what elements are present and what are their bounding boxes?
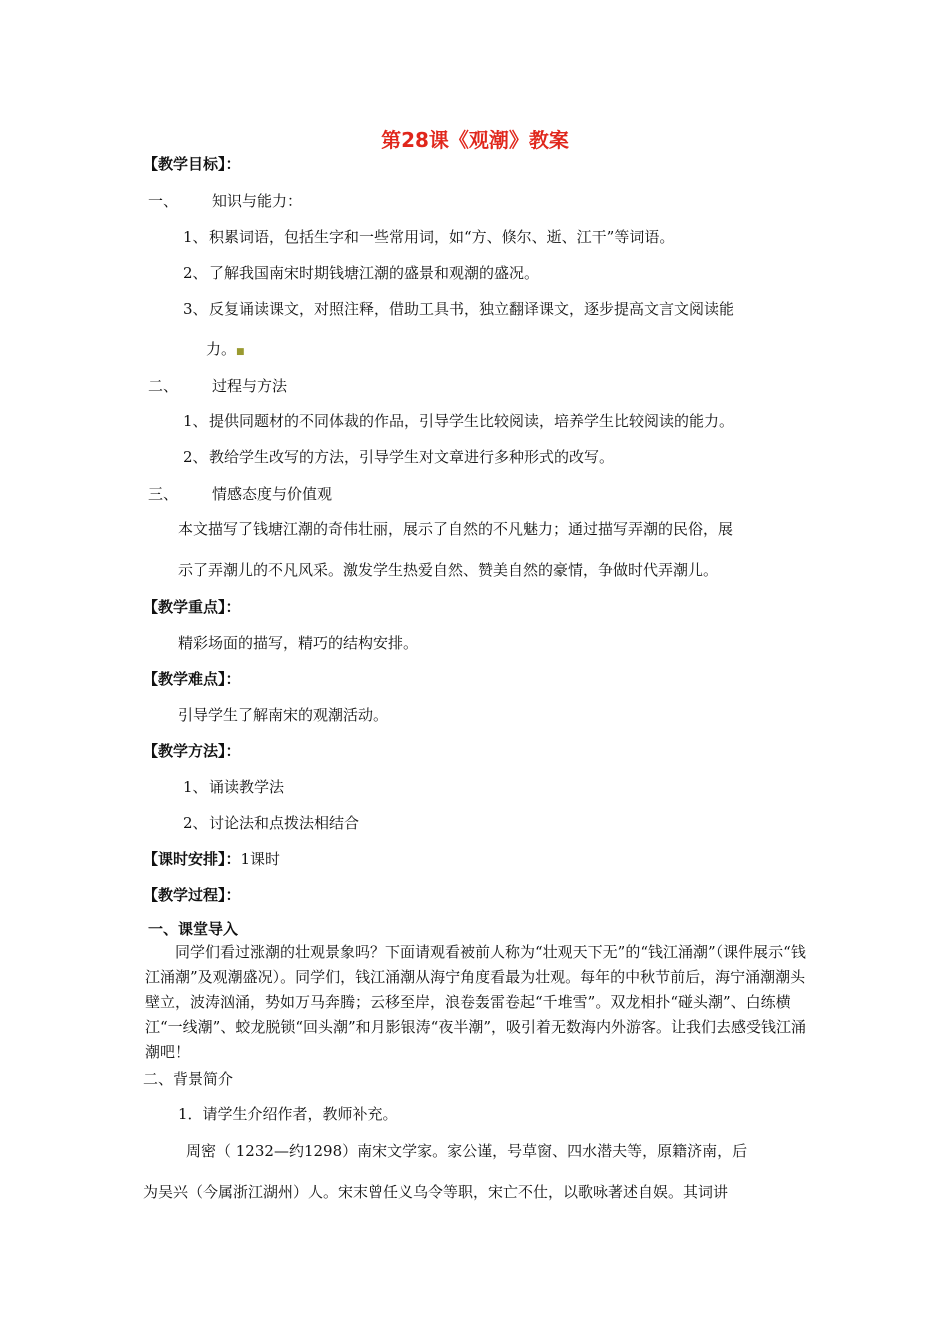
objectives-heading: 【教学目标】： xyxy=(143,155,241,173)
paragraph-line: 本文描写了钱塘江潮的奇伟壮丽，展示了自然的不凡魅力；通过描写弄潮的民俗，展 xyxy=(178,520,734,538)
list-item-text: 提供同题材的不同体裁的作品，引导学生比较阅读，培养学生比较阅读的能力。 xyxy=(209,412,735,430)
author-line: 周密（ 1232—约1298）南宋文学家。家公谨，号草窗、四水潜夫等，原籍济南，后 xyxy=(186,1142,748,1160)
key-points-heading: 【教学重点】： xyxy=(143,598,241,616)
section-number: 二、 xyxy=(148,377,179,395)
process-heading: 【教学过程】： xyxy=(143,886,241,904)
paragraph-line: 示了弄潮儿的不凡风采。激发学生热爱自然、赞美自然的豪情，争做时代弄潮儿。 xyxy=(178,561,719,579)
list-item-text: 诵读教学法 xyxy=(209,778,285,796)
list-item-text: 讨论法和点拨法相结合 xyxy=(209,814,360,832)
schedule-value: 1课时 xyxy=(240,850,281,868)
list-item-text: 了解我国南宋时期钱塘江潮的盛景和观潮的盛况。 xyxy=(209,264,540,282)
key-points-text: 精彩场面的描写，精巧的结构安排。 xyxy=(178,634,419,652)
list-item-text: 反复诵读课文，对照注释，借助工具书，独立翻译课文，逐步提高文言文阅读能 xyxy=(209,300,735,318)
methods-heading: 【教学方法】： xyxy=(143,742,241,760)
difficulties-text: 引导学生了解南宋的观潮活动。 xyxy=(178,706,389,724)
list-item-number: 2、 xyxy=(183,448,208,466)
section-label: 情感态度与价值观 xyxy=(212,485,333,503)
intro-heading: 一、课堂导入 xyxy=(148,920,239,938)
section-number: 一、 xyxy=(148,192,179,210)
section-label: 知识与能力： xyxy=(212,192,303,210)
list-item-number: 2、 xyxy=(183,264,208,282)
author-line: 为吴兴（今属浙江湖州）人。宋末曾任义乌令等职，宋亡不仕，以歌咏著述自娱。其词讲 xyxy=(143,1183,729,1201)
list-item-number: 1、 xyxy=(183,228,208,246)
list-item-number: 3、 xyxy=(183,300,208,318)
background-item: 1．请学生介绍作者，教师补充。 xyxy=(178,1105,398,1123)
background-heading: 二、背景简介 xyxy=(143,1070,234,1088)
stray-dot-mark: ■ xyxy=(236,347,245,357)
page-title: 第28课《观潮》教案 xyxy=(381,128,569,152)
section-number: 三、 xyxy=(148,485,179,503)
list-item-text: 教给学生改写的方法，引导学生对文章进行多种形式的改写。 xyxy=(209,448,615,466)
list-item-number: 1、 xyxy=(183,778,208,796)
difficulties-heading: 【教学难点】： xyxy=(143,670,241,688)
list-item-text: 积累词语，包括生字和一些常用词，如“方、倏尔、逝、江干”等词语。 xyxy=(209,228,675,246)
list-item-number: 2、 xyxy=(183,814,208,832)
intro-paragraph: 同学们看过涨潮的壮观景象吗？下面请观看被前人称为“壮观天下无”的“钱江涌潮”（课件展示“钱江涌潮”及观潮盛况）。同学们，钱江涌潮从海宁角度看最为壮观。每年的中秋节前后，海宁涌潮潮头壁立，波涛汹涌，势如万马奔腾；云移至岸，浪卷轰雷卷起“千堆雪”。双龙相扑“碰头潮”、白练横江“一线潮”、蛟龙脱锁“回头潮”和月影银涛“夜半潮”，吸引着无数海内外游客。让我们去感受钱江涌潮吧！ xyxy=(145,943,807,1061)
schedule-line xyxy=(143,848,280,869)
list-item-number: 1、 xyxy=(183,412,208,430)
section-label: 过程与方法 xyxy=(212,377,288,395)
list-item-continuation: 力。■ xyxy=(206,340,245,358)
schedule-heading: 【课时安排】： xyxy=(143,850,241,868)
